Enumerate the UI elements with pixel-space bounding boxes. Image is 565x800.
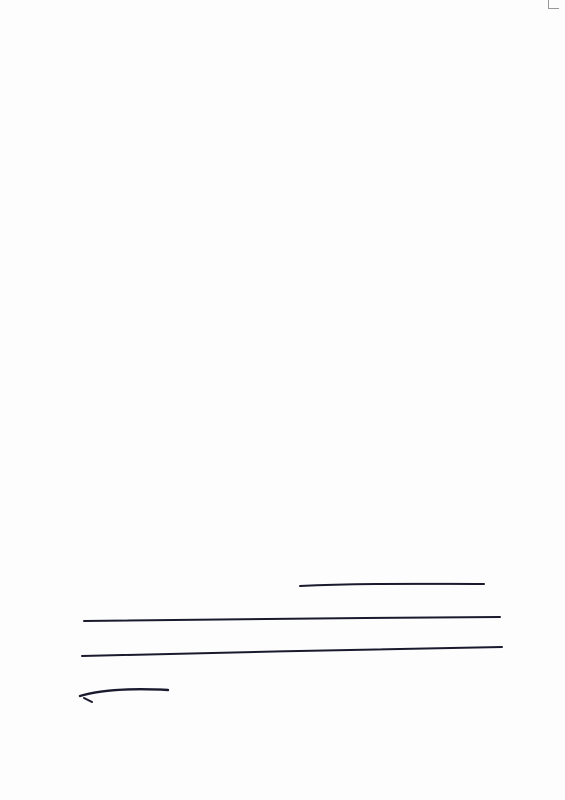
pen-underline-4 bbox=[80, 689, 168, 696]
pen-underline-3 bbox=[82, 647, 502, 656]
pen-underline-1 bbox=[300, 584, 484, 586]
pen-underline-2 bbox=[84, 617, 500, 621]
corner-mark bbox=[548, 0, 559, 9]
pen-stroke-mark bbox=[84, 698, 92, 702]
